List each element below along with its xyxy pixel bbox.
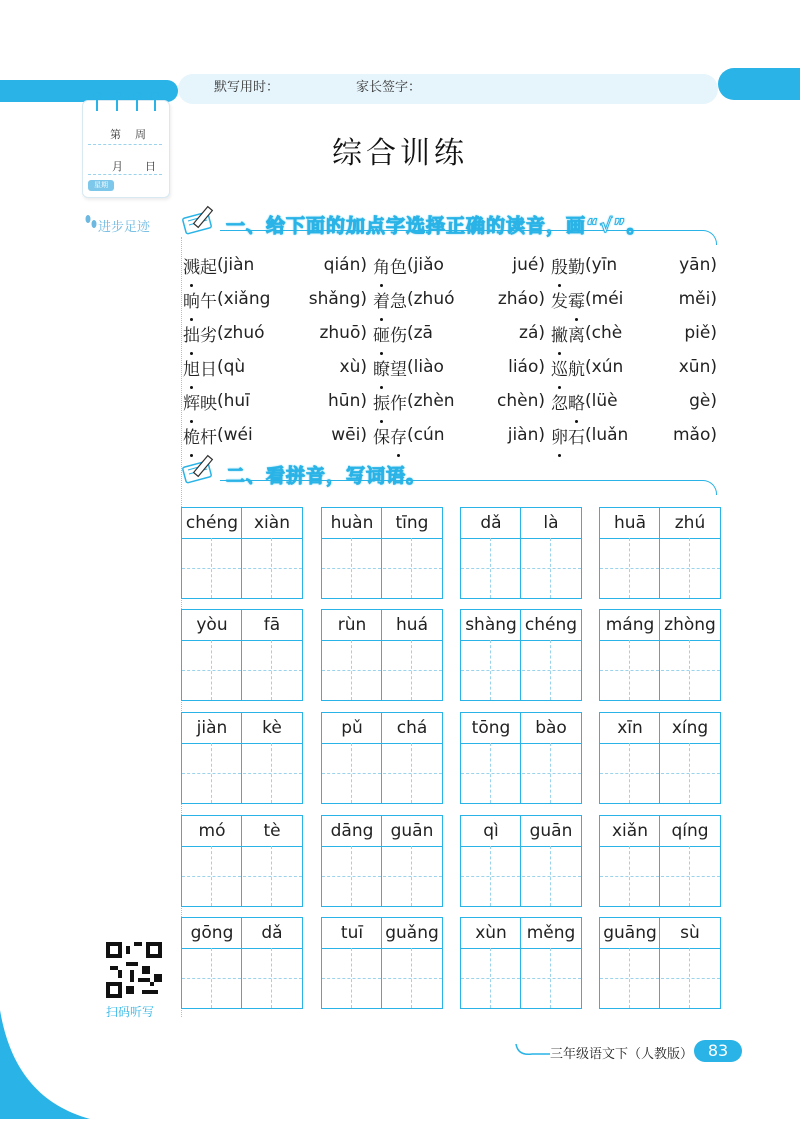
writing-box[interactable] <box>599 917 721 1009</box>
pinyin-syllable: jiàn <box>196 718 228 738</box>
guide-line <box>490 846 491 906</box>
guide-line <box>550 743 551 803</box>
guide-line <box>600 568 720 569</box>
page-title: 综合训练 <box>332 136 468 171</box>
guide-line <box>351 948 352 1008</box>
pinyin-option-1[interactable]: (liào <box>407 357 444 377</box>
cell-divider <box>241 713 242 803</box>
pinyin-syllable: mó <box>198 821 226 841</box>
pinyin-syllable: chéng <box>524 615 578 635</box>
guide-line <box>322 876 442 877</box>
pinyin-options[interactable] <box>585 391 723 411</box>
guide-line <box>411 846 412 906</box>
cell-divider <box>381 610 382 700</box>
pinyin-syllable: xīn <box>617 718 643 738</box>
word: 保存 <box>373 427 407 448</box>
reading-choice-item <box>551 316 723 350</box>
guide-line <box>629 640 630 700</box>
word: 辉映 <box>183 393 217 414</box>
progress-footprint-label: 进步足迹 <box>98 220 151 235</box>
guide-line <box>629 846 630 906</box>
book-title: 三年级语文下（人教版） <box>550 1047 694 1062</box>
guide-line <box>490 640 491 700</box>
reading-choice-item <box>551 384 723 418</box>
pinyin-row <box>322 610 442 641</box>
pinyin-option-2[interactable]: zá) <box>519 323 545 343</box>
pinyin-options[interactable] <box>217 255 373 275</box>
pinyin-option-2[interactable]: zhuō) <box>319 323 367 343</box>
guide-line <box>490 743 491 803</box>
pinyin-syllable: rùn <box>337 615 367 635</box>
pinyin-option-1[interactable]: (zā <box>407 323 433 343</box>
pinyin-option-2[interactable]: xù) <box>339 357 367 377</box>
reading-choice-item <box>183 384 373 418</box>
reading-choice-item <box>551 350 723 384</box>
calendar-ring-line <box>136 99 138 111</box>
pinyin-options[interactable] <box>217 323 373 343</box>
pinyin-syllable: dāng <box>330 821 374 841</box>
guide-line <box>211 743 212 803</box>
weekday-tag: 星期 <box>88 180 114 191</box>
cell-divider <box>381 918 382 1008</box>
pinyin-syllable: shàng <box>465 615 517 635</box>
pinyin-syllable: máng <box>605 615 655 635</box>
pinyin-option-2[interactable]: xūn) <box>678 357 717 377</box>
pinyin-row <box>182 816 302 847</box>
guide-line <box>322 773 442 774</box>
word: 拙劣 <box>183 325 217 346</box>
word: 瞭望 <box>373 359 407 380</box>
guide-line <box>271 846 272 906</box>
pinyin-options[interactable] <box>407 255 551 275</box>
writing-box[interactable] <box>460 917 582 1009</box>
guide-line <box>211 640 212 700</box>
guide-line <box>689 538 690 598</box>
month-label: 月 <box>112 160 123 173</box>
pinyin-syllable: sù <box>680 923 700 943</box>
section1-title: 一、给下面的加点字选择正确的读音，画“√”。 <box>226 215 647 237</box>
pinyin-option-2[interactable]: yān) <box>679 255 717 275</box>
word: 殷勤 <box>551 257 585 278</box>
pinyin-option-2[interactable]: měi) <box>678 289 717 309</box>
pencil-icon <box>180 203 220 237</box>
pinyin-syllable: qíng <box>671 821 709 841</box>
pinyin-row <box>600 508 720 539</box>
word: 卵石 <box>551 427 585 448</box>
writing-box[interactable] <box>599 609 721 701</box>
writing-box[interactable] <box>460 712 582 804</box>
guide-line <box>600 670 720 671</box>
guide-line <box>550 640 551 700</box>
guide-line <box>461 978 581 979</box>
reading-choice-item <box>183 282 373 316</box>
guide-line <box>461 773 581 774</box>
pinyin-option-2[interactable]: qián) <box>323 255 367 275</box>
pinyin-options[interactable] <box>407 323 551 343</box>
word: 忽略 <box>551 393 585 414</box>
corner-decoration <box>0 1010 90 1119</box>
writing-box[interactable] <box>321 609 443 701</box>
guide-line <box>600 876 720 877</box>
pinyin-row <box>600 816 720 847</box>
guide-line <box>629 538 630 598</box>
guide-line <box>411 538 412 598</box>
reading-choice-item <box>183 418 373 452</box>
pinyin-row <box>461 713 581 744</box>
word: 桅杆 <box>183 427 217 448</box>
guide-line <box>351 640 352 700</box>
reading-choice-item <box>373 316 551 350</box>
word: 砸伤 <box>373 325 407 346</box>
guide-line <box>461 568 581 569</box>
guide-line <box>351 846 352 906</box>
pinyin-syllable: tè <box>263 821 281 841</box>
calendar-ring-line <box>96 99 98 111</box>
calendar-ring-line <box>116 99 118 111</box>
guide-line <box>182 568 302 569</box>
pinyin-syllable: zhòng <box>664 615 716 635</box>
calendar-ring-line <box>154 99 156 111</box>
reading-choice-item <box>551 282 723 316</box>
guide-line <box>689 743 690 803</box>
pinyin-syllable: bào <box>535 718 567 738</box>
cell-divider <box>241 508 242 598</box>
guide-line <box>461 876 581 877</box>
pinyin-options[interactable] <box>585 289 723 309</box>
pinyin-syllable: là <box>543 513 559 533</box>
writing-box[interactable] <box>181 815 303 907</box>
pinyin-row <box>461 918 581 949</box>
guide-line <box>689 846 690 906</box>
pinyin-option-2[interactable]: jiàn) <box>507 425 545 445</box>
pinyin-options[interactable] <box>217 425 373 445</box>
pinyin-syllable: pǔ <box>341 718 363 738</box>
guide-line <box>550 846 551 906</box>
writing-box[interactable] <box>181 609 303 701</box>
guide-line <box>182 773 302 774</box>
guide-line <box>629 948 630 1008</box>
cell-divider <box>520 508 521 598</box>
pinyin-syllable: qì <box>483 821 499 841</box>
reading-choice-row <box>183 316 723 350</box>
pinyin-syllable: tīng <box>395 513 429 533</box>
pinyin-syllable: kè <box>262 718 282 738</box>
reading-choice-item <box>373 384 551 418</box>
pinyin-option-1[interactable]: (jiàn <box>217 255 255 275</box>
pinyin-option-2[interactable]: piě) <box>684 323 717 343</box>
pinyin-options[interactable] <box>585 357 723 377</box>
day-label: 日 <box>145 160 156 173</box>
word: 振作 <box>373 393 407 414</box>
reading-choice-item <box>373 350 551 384</box>
pinyin-syllable: dǎ <box>261 923 283 943</box>
reading-choice-item <box>183 248 373 282</box>
pinyin-row <box>600 713 720 744</box>
guide-line <box>550 948 551 1008</box>
reading-choice-item <box>551 418 723 452</box>
writing-box[interactable] <box>460 507 582 599</box>
parent-signature-label: 家长签字： <box>356 80 422 95</box>
pinyin-option-1[interactable]: (zhuó <box>407 289 455 309</box>
word: 晌午 <box>183 291 217 312</box>
cell-divider <box>659 508 660 598</box>
pinyin-syllable: huá <box>396 615 428 635</box>
guide-line <box>322 978 442 979</box>
guide-line <box>322 670 442 671</box>
writing-box[interactable] <box>321 507 443 599</box>
cell-divider <box>659 918 660 1008</box>
cell-divider <box>520 610 521 700</box>
pinyin-options[interactable] <box>407 425 551 445</box>
reading-choice-row <box>183 282 723 316</box>
pinyin-option-2[interactable]: chèn) <box>497 391 545 411</box>
pinyin-option-1[interactable]: (xún <box>585 357 624 377</box>
writing-box[interactable] <box>599 712 721 804</box>
pinyin-option-1[interactable]: (chè <box>585 323 623 343</box>
writing-box[interactable] <box>599 815 721 907</box>
pinyin-syllable: huàn <box>330 513 374 533</box>
pinyin-syllable: guāng <box>603 923 657 943</box>
guide-line <box>629 743 630 803</box>
pinyin-option-1[interactable]: (méi <box>585 289 624 309</box>
writing-box[interactable] <box>181 917 303 1009</box>
pinyin-syllable: guǎng <box>385 923 439 943</box>
pinyin-row <box>182 508 302 539</box>
emphasis-dot <box>397 454 400 457</box>
cell-divider <box>381 816 382 906</box>
guide-line <box>351 538 352 598</box>
guide-line <box>411 743 412 803</box>
cell-divider <box>241 610 242 700</box>
pinyin-row <box>182 610 302 641</box>
guide-line <box>490 948 491 1008</box>
cell-divider <box>659 610 660 700</box>
pinyin-syllable: tōng <box>471 718 511 738</box>
pinyin-option-1[interactable]: (huī <box>217 391 250 411</box>
cell-divider <box>520 816 521 906</box>
pinyin-options[interactable] <box>217 357 373 377</box>
cell-divider <box>381 713 382 803</box>
guide-line <box>271 948 272 1008</box>
pinyin-option-2[interactable]: wēi) <box>331 425 367 445</box>
cell-divider <box>659 816 660 906</box>
guide-line <box>322 568 442 569</box>
reading-choice-row <box>183 384 723 418</box>
pinyin-syllable: tuī <box>340 923 364 943</box>
pencil-icon <box>180 452 220 486</box>
calendar-line <box>88 174 162 175</box>
pinyin-row <box>322 918 442 949</box>
guide-line <box>182 876 302 877</box>
guide-line <box>411 640 412 700</box>
word: 旭日 <box>183 359 217 380</box>
writing-box[interactable] <box>460 815 582 907</box>
pinyin-option-2[interactable]: gè) <box>689 391 717 411</box>
guide-line <box>600 773 720 774</box>
pinyin-syllable: gōng <box>190 923 234 943</box>
footer-curve <box>514 1040 550 1062</box>
dictation-time-label: 默写用时： <box>214 80 280 95</box>
guide-line <box>182 670 302 671</box>
guide-line <box>271 640 272 700</box>
qr-label: 扫码听写 <box>106 1005 155 1019</box>
reading-choice-item <box>373 248 551 282</box>
qr-code[interactable] <box>106 942 162 998</box>
reading-choice-table <box>183 248 723 452</box>
pinyin-option-1[interactable]: (qù <box>217 357 246 377</box>
guide-line <box>211 538 212 598</box>
reading-choice-item <box>551 248 723 282</box>
guide-line <box>271 538 272 598</box>
header-band-right <box>718 68 800 100</box>
reading-choice-row <box>183 350 723 384</box>
reading-choice-item <box>183 350 373 384</box>
guide-line <box>351 743 352 803</box>
reading-choice-item <box>373 418 551 452</box>
guide-line <box>689 948 690 1008</box>
pinyin-syllable: xíng <box>671 718 709 738</box>
writing-box[interactable] <box>181 712 303 804</box>
pinyin-syllable: guān <box>390 821 434 841</box>
word: 溅起 <box>183 257 217 278</box>
guide-line <box>182 978 302 979</box>
pinyin-syllable: xiǎn <box>612 821 648 841</box>
pinyin-row <box>461 508 581 539</box>
guide-line <box>689 640 690 700</box>
reading-choice-row <box>183 248 723 282</box>
pinyin-option-2[interactable]: jué) <box>512 255 545 275</box>
guide-line <box>490 538 491 598</box>
word: 发霉 <box>551 291 585 312</box>
pinyin-option-1[interactable]: (luǎn <box>585 425 629 445</box>
pinyin-syllable: zhú <box>674 513 706 533</box>
guide-line <box>271 743 272 803</box>
pinyin-row <box>461 610 581 641</box>
word: 着急 <box>373 291 407 312</box>
pinyin-syllable: dǎ <box>480 513 502 533</box>
cell-divider <box>520 713 521 803</box>
footprints-icon <box>84 214 98 234</box>
section2-title: 二、看拼音，写词语。 <box>226 465 427 487</box>
guide-line <box>211 846 212 906</box>
pinyin-syllable: guān <box>529 821 573 841</box>
cell-divider <box>520 918 521 1008</box>
pinyin-option-1[interactable]: (cún <box>407 425 445 445</box>
cell-divider <box>659 713 660 803</box>
pinyin-row <box>322 816 442 847</box>
pinyin-syllable: měng <box>526 923 576 943</box>
pinyin-syllable: yòu <box>196 615 228 635</box>
pinyin-option-2[interactable]: zháo) <box>497 289 545 309</box>
pinyin-row <box>322 713 442 744</box>
pinyin-option-1[interactable]: (yīn <box>585 255 618 275</box>
reading-choice-row <box>183 418 723 452</box>
pinyin-option-2[interactable]: hūn) <box>328 391 367 411</box>
pinyin-options[interactable] <box>217 289 373 309</box>
pinyin-option-2[interactable]: mǎo) <box>672 425 717 445</box>
pinyin-option-1[interactable]: (lüè <box>585 391 618 411</box>
cell-divider <box>241 918 242 1008</box>
pinyin-options[interactable] <box>407 391 551 411</box>
writing-box[interactable] <box>181 507 303 599</box>
pinyin-row <box>182 713 302 744</box>
pinyin-syllable: chá <box>396 718 428 738</box>
pinyin-option-2[interactable]: liáo) <box>508 357 545 377</box>
guide-line <box>550 538 551 598</box>
writing-box[interactable] <box>321 917 443 1009</box>
reading-choice-item <box>373 282 551 316</box>
pinyin-options[interactable] <box>407 289 551 309</box>
pinyin-option-1[interactable]: (jiǎo <box>407 255 444 275</box>
writing-box[interactable] <box>599 507 721 599</box>
guide-line <box>600 978 720 979</box>
page-number: 83 <box>694 1040 742 1062</box>
word: 角色 <box>373 257 407 278</box>
guide-line <box>461 670 581 671</box>
pinyin-options[interactable] <box>585 323 723 343</box>
pinyin-syllable: xiàn <box>254 513 290 533</box>
pinyin-syllable: chéng <box>185 513 239 533</box>
pinyin-options[interactable] <box>585 425 723 445</box>
guide-line <box>411 948 412 1008</box>
emphasis-dot <box>558 454 561 457</box>
word: 巡航 <box>551 359 585 380</box>
pinyin-options[interactable] <box>585 255 723 275</box>
pinyin-option-1[interactable]: (xiǎng <box>217 289 271 309</box>
pinyin-row <box>322 508 442 539</box>
cell-divider <box>241 816 242 906</box>
writing-box[interactable] <box>321 815 443 907</box>
pinyin-syllable: huā <box>614 513 646 533</box>
pinyin-options[interactable] <box>407 357 551 377</box>
pinyin-row <box>600 918 720 949</box>
pinyin-option-1[interactable]: (wéi <box>217 425 253 445</box>
pinyin-syllable: fā <box>263 615 281 635</box>
pinyin-row <box>600 610 720 641</box>
writing-box[interactable] <box>321 712 443 804</box>
guide-line <box>211 948 212 1008</box>
word: 撇离 <box>551 325 585 346</box>
writing-box[interactable] <box>460 609 582 701</box>
pinyin-option-2[interactable]: shǎng) <box>308 289 367 309</box>
pinyin-row <box>461 816 581 847</box>
week-label: 第 周 <box>110 128 146 141</box>
pinyin-option-1[interactable]: (zhèn <box>407 391 455 411</box>
pinyin-row <box>182 918 302 949</box>
cell-divider <box>381 508 382 598</box>
reading-choice-item <box>183 316 373 350</box>
pinyin-option-1[interactable]: (zhuó <box>217 323 265 343</box>
pinyin-syllable: xùn <box>475 923 507 943</box>
pinyin-options[interactable] <box>217 391 373 411</box>
